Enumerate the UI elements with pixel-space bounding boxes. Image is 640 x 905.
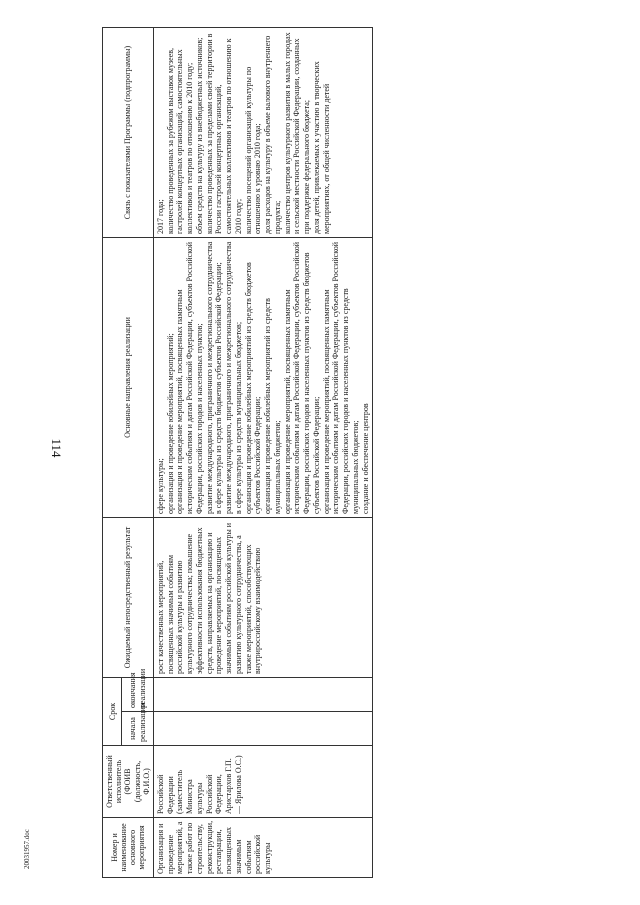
direction-item: организация и проведение юбилейных мероприятий из средств бюджетов субъектов Российской Федерации; <box>243 262 263 514</box>
indicator-item: доля детей, привлекаемых к участию в творческих мероприятиях, от общей численности детей <box>311 61 331 234</box>
indicator-item: доля расходов на культуру в объеме валового внутреннего продукта; <box>263 35 282 234</box>
direction-item: организация и проведение мероприятий, посвященных памятным историческим событиям и датам Российской Федерации, субъектов Российской Федерации, российских городов и населенных пунктов; <box>175 242 204 514</box>
cell-indicators <box>153 27 373 237</box>
page-number: 114 <box>49 438 64 458</box>
indicator-item: количество посещений организаций культуры по отношению к уровню 2010 года; <box>243 66 263 234</box>
header-responsible: Ответственный исполнитель (ФОИВ (должность, Ф.И.О.) <box>103 746 154 818</box>
indicator-item: количество проведенных за пределами своей территории в России гастролей концертных организаций, самостоятельных коллективов и театров по отношению к 2010 году; <box>204 33 243 234</box>
direction-item: сфере культуры; <box>155 458 165 514</box>
indicator-item: количество проведенных за рубежом выставок музеев, гастролей концертных организаций, самостоятельных коллективов и театров по отношению к 2010 году; <box>165 47 195 234</box>
table-row <box>153 27 373 877</box>
header-indicators: Связь с показателями Программы (подпрограммы) <box>103 27 154 237</box>
direction-item: развитие международного, приграничного и межрегионального сотрудничества в сфере культуры из средств муниципальных бюджетов; <box>224 241 243 514</box>
indicator-item: количество центров культурного развития в малых городах и сельской местности Российской Федерации, созданных при поддержке федерального бюджета; <box>282 32 312 234</box>
header-directions: Основные направления реализации <box>103 237 154 517</box>
cell-responsible: Российской Федерации (заместитель Министра культуры Российской Федерации, Аристархов Г.П. — Ярилова О.С.) <box>153 746 373 818</box>
table-header <box>103 27 154 877</box>
header-result: Ожидаемый непосредственный результат <box>103 517 154 677</box>
cell-activity: Организация и проведение мероприятий, а также работ по строительству, реконструкции, реставрации, посвященных значимым событиям российской культуры <box>153 818 373 878</box>
cell-result: рост качественных мероприятий, посвященных значимым событиям российской культуры и развитию культурного сотрудничества; повышение эффективности использования бюджетных средств, направляемых на организацию и проведение мероприятий, посвященных значимым событиям российской культуры и развитию культурного сотрудничества, а также мероприятий, способствующих внутрироссийскому взаимодействию <box>153 517 373 677</box>
rotated-table-wrapper <box>102 28 442 878</box>
cell-end <box>153 677 373 711</box>
cell-start <box>153 712 373 746</box>
rotated-table-content <box>102 28 442 878</box>
direction-item: организация и проведение мероприятий, посвященных памятным историческим событиям и датам Российской Федерации, субъектов Российской Федерации, российских городов и населенных пунктов из средств муниципальных бюджетов; <box>321 242 360 514</box>
direction-item: организация и проведение мероприятий, посвященных памятным историческим событиям и датам Российской Федерации, субъектов Российской Федерации, российских городов и населенных пунктов из средств бюджетов субъектов Российской Федерации; <box>282 242 321 514</box>
indicator-item: 2017 года; <box>155 199 165 234</box>
header-srok: Срок <box>103 677 122 745</box>
direction-item: развитие международного, приграничного и межрегионального сотрудничества в сфере культуры из средств бюджетов субъектов Российской Федерации; <box>204 241 224 514</box>
cell-directions <box>153 237 373 517</box>
indicator-item: объем средств на культуру из внебюджетных источников; <box>194 37 204 234</box>
direction-item: организация и проведение юбилейных мероприятий; <box>165 333 175 514</box>
document-code: 20031957.doc <box>23 829 31 869</box>
header-start: начала реализации <box>122 712 154 746</box>
direction-item: создание и обеспечение центров <box>360 403 370 514</box>
header-activity: Номер и наименование основного мероприятия <box>103 818 154 878</box>
activity-table <box>102 27 373 878</box>
header-end: окончания реализации <box>122 677 154 711</box>
direction-item: организация и проведение юбилейных мероприятий из средств муниципальных бюджетов; <box>263 298 282 514</box>
